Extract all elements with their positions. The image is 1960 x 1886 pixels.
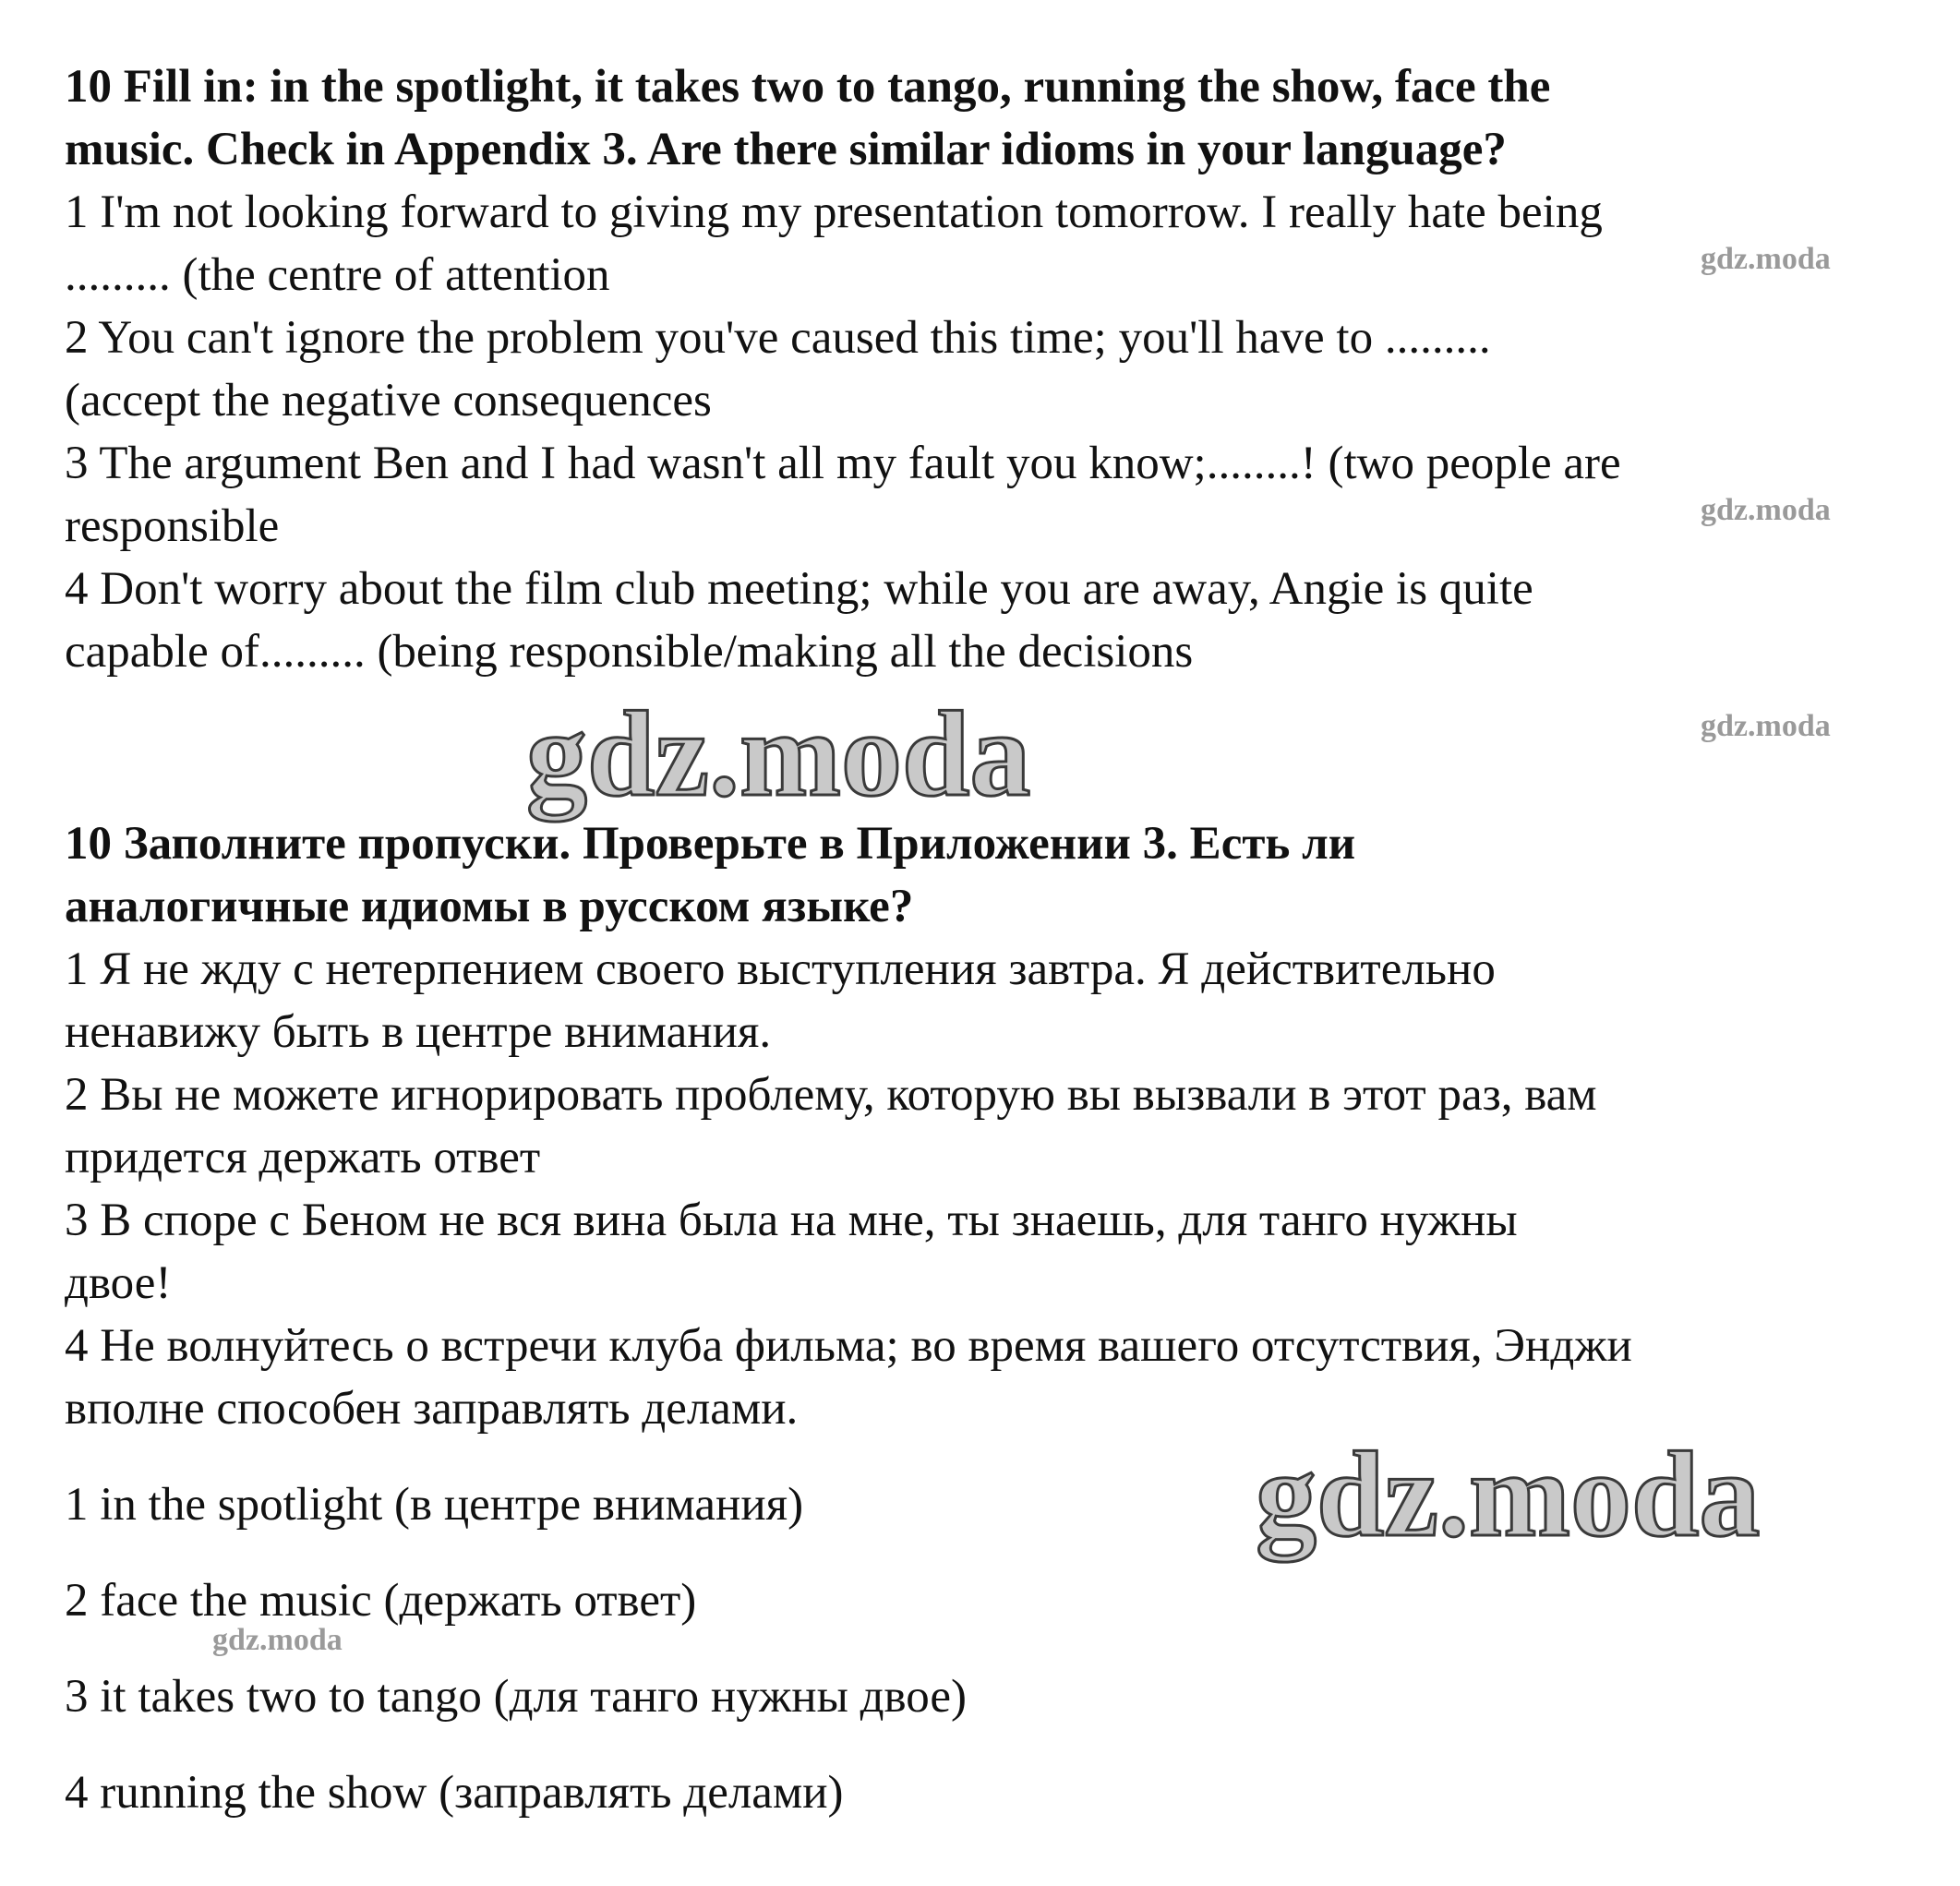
english-line: 2 You can't ignore the problem you've caused this time; you'll have to ......... [65, 312, 1491, 364]
russian-heading-line-1: 10 Заполните пропуски. Проверьте в Приложении 3. Есть ли [65, 818, 1356, 870]
english-line: responsible [65, 500, 280, 552]
watermark-small: gdz.moda [1701, 709, 1831, 743]
watermark-logo: gdz.moda [526, 686, 1031, 822]
russian-line: 3 В споре с Беном не вся вина была на мне, ты знаешь, для танго нужны [65, 1195, 1518, 1246]
russian-line: 1 Я не жду с нетерпением своего выступления завтра. Я действительно [65, 943, 1496, 995]
english-line: 4 Don't worry about the film club meeting; while you are away, Angie is quite [65, 563, 1533, 615]
english-line: 3 The argument Ben and I had wasn't all my fault you know;........! (two people are [65, 438, 1621, 489]
russian-line: 4 Не волнуйтесь о встречи клуба фильма; во время вашего отсутствия, Энджи [65, 1320, 1632, 1372]
russian-line: 2 Вы не можете игнорировать проблему, которую вы вызвали в этот раз, вам [65, 1069, 1597, 1121]
english-line: capable of......... (being responsible/making all the decisions [65, 626, 1194, 678]
russian-heading-line-2: аналогичные идиомы в русском языке? [65, 881, 914, 932]
answer-line: 3 it takes two to tango (для танго нужны двое) [65, 1671, 968, 1723]
answer-line: 2 face the music (держать ответ) [65, 1575, 697, 1627]
watermark-logo: gdz.moda [1256, 1426, 1761, 1562]
watermark-small: gdz.moda [212, 1623, 343, 1657]
english-line: (accept the negative consequences [65, 375, 712, 426]
russian-line: вполне способен заправлять делами. [65, 1383, 799, 1435]
english-heading-line-1: 10 Fill in: in the spotlight, it takes two to tango, running the show, face the [65, 61, 1551, 113]
english-heading-line-2: music. Check in Appendix 3. Are there similar idioms in your language? [65, 124, 1507, 175]
russian-line: придется держать ответ [65, 1132, 541, 1183]
russian-line: двое! [65, 1257, 172, 1309]
watermark-small: gdz.moda [1701, 493, 1831, 527]
answer-line: 1 in the spotlight (в центре внимания) [65, 1479, 804, 1531]
answer-line: 4 running the show (заправлять делами) [65, 1767, 844, 1819]
watermark-small: gdz.moda [1701, 242, 1831, 276]
english-line: ......... (the centre of attention [65, 249, 610, 301]
english-line: 1 I'm not looking forward to giving my presentation tomorrow. I really hate being [65, 186, 1603, 238]
russian-line: ненавижу быть в центре внимания. [65, 1006, 772, 1058]
